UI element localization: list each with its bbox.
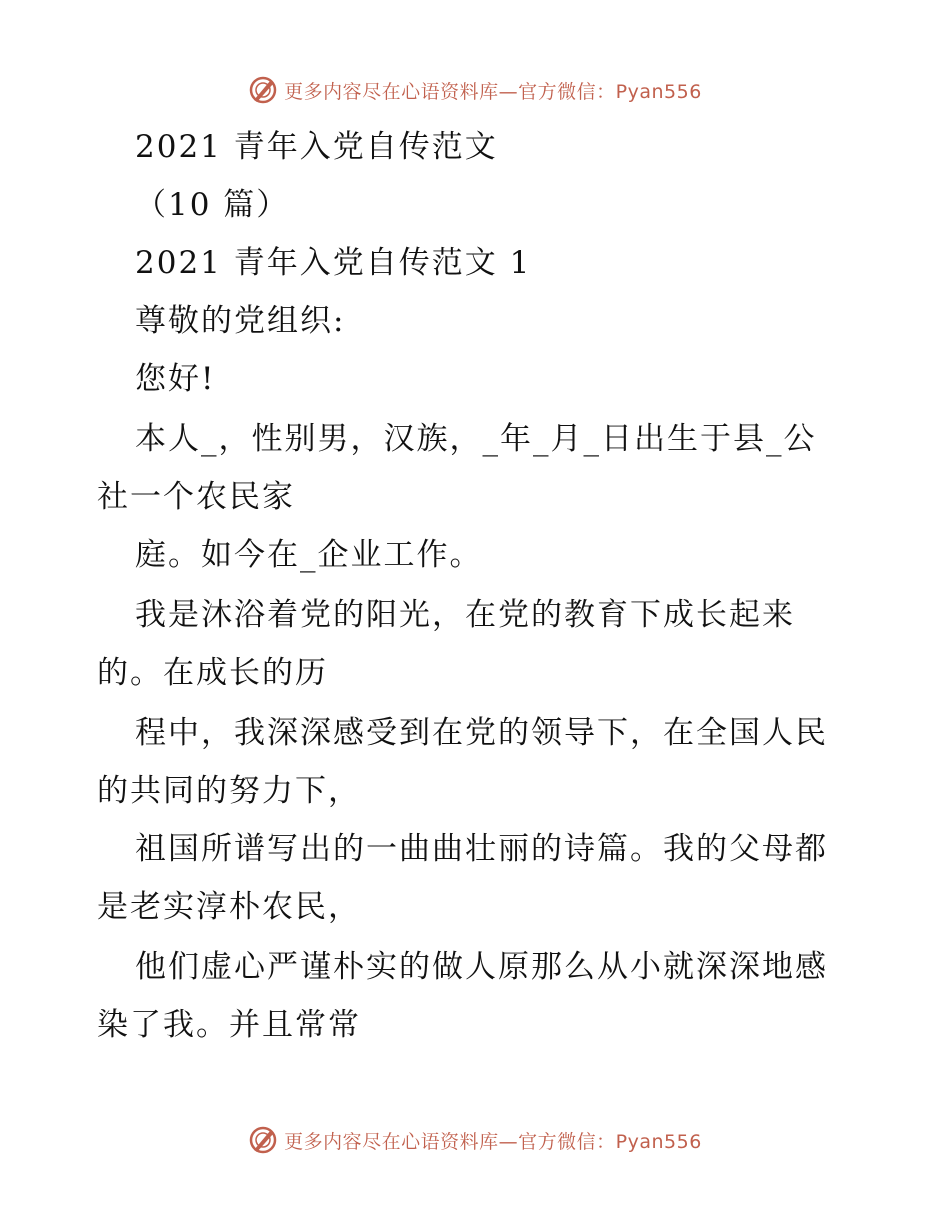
quill-pen-seal-icon	[248, 1125, 278, 1155]
salutation: 尊敬的党组织:	[135, 303, 346, 339]
body-line: 我是沐浴着党的阳光，在党的教育下成长起来	[135, 597, 795, 633]
watermark-text: 更多内容尽在心语资料库—官方微信：Pyan556	[284, 80, 702, 103]
body-line: 程中，我深深感受到在党的领导下，在全国人民	[135, 715, 828, 751]
footer-watermark	[0, 1122, 950, 1158]
quill-pen-seal-icon	[248, 75, 278, 105]
body-line: 社一个农民家	[97, 479, 295, 515]
body-line: 染了我。并且常常	[97, 1007, 361, 1043]
section-heading: 2021 青年入党自传范文 1	[135, 245, 532, 281]
body-line: 的共同的努力下，	[97, 773, 361, 809]
watermark-text: 更多内容尽在心语资料库—官方微信：Pyan556	[284, 1130, 702, 1153]
body-line: 本人_，性别男，汉族，_年_月_日出生于县_公	[135, 421, 817, 457]
body-line: 的。在成长的历	[97, 655, 328, 691]
body-line: 他们虚心严谨朴实的做人原那么从小就深深地感	[135, 949, 828, 985]
document-title: 2021 青年入党自传范文	[135, 129, 498, 165]
document-subtitle: （10 篇）	[135, 187, 290, 223]
body-line: 祖国所谱写出的一曲曲壮丽的诗篇。我的父母都	[135, 831, 828, 867]
body-line: 是老实淳朴农民，	[97, 889, 361, 925]
greeting: 您好!	[135, 361, 216, 397]
body-line: 庭。如今在_企业工作。	[135, 537, 483, 573]
header-watermark	[0, 72, 950, 108]
